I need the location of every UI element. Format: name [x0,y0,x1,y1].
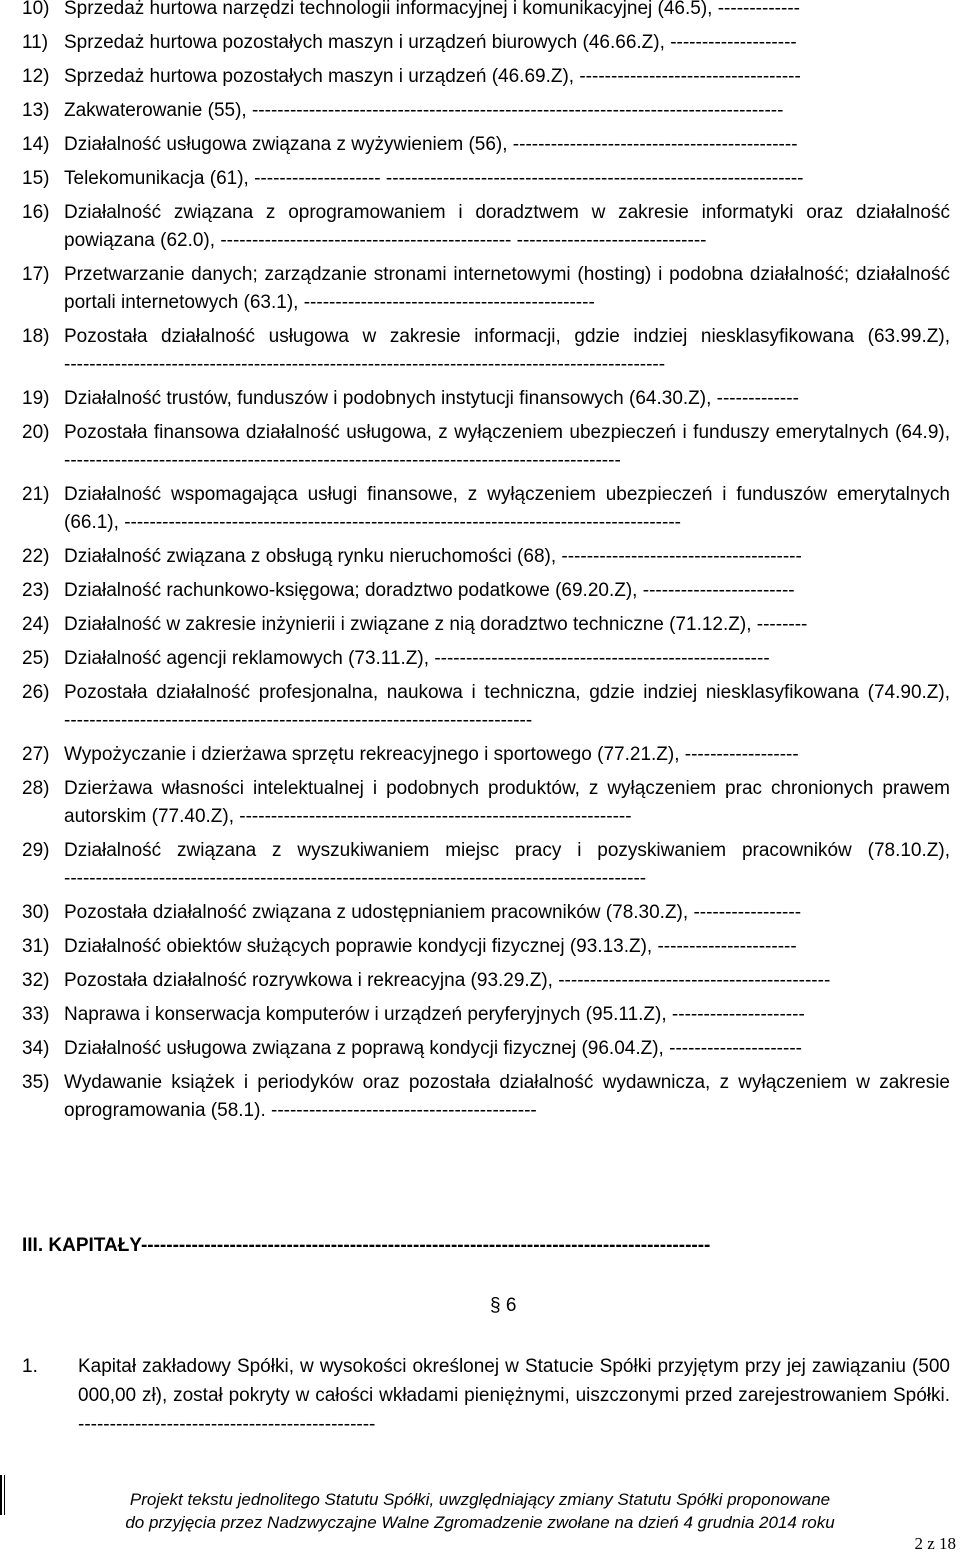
list-item-text-block [64,1035,950,1063]
list-item-text-block [64,97,950,125]
list-item-text-block [64,679,950,735]
list-item-dashes: ---------------------------------------------- ------------------------------ [220,230,707,251]
list-item [22,165,950,193]
list-item-text: Działalność trustów, funduszów i podobnych instytucji finansowych (64.30.Z), [64,388,712,409]
list-item [22,323,950,379]
list-item-number: 35) [22,1072,50,1093]
list-item-text: Pozostała działalność usługowa w zakresie informacji, gdzie indziej niesklasyfikowana (63.99.Z), [64,326,950,347]
list-item-text: Zakwaterowanie (55), [64,100,247,121]
paragraph-dashes: ----------------------------------------------- [78,1414,376,1435]
list-item-text: Działalność związana z obsługą rynku nieruchomości (68), [64,546,557,567]
list-item-text-block [64,775,950,831]
list-item [22,131,950,159]
list-item-text-block [64,543,950,571]
list-item-number: 14) [22,134,50,155]
list-item-text-block [64,577,950,605]
list-item-dashes: ---------------------- [657,936,797,957]
list-item-text-block [64,741,950,769]
paragraph-number: 1. [22,1356,38,1377]
list-item-text: Działalność usługowa związana z poprawą kondycji fizycznej (96.04.Z), [64,1038,664,1059]
list-item-dashes: ----------------- [693,902,802,923]
paragraph-mark: § 6 [490,1295,517,1316]
section-title: III. KAPITAŁY [22,1235,141,1256]
list-item-text: Działalność agencji reklamowych (73.11.Z), [64,648,430,669]
list-item-number: 31) [22,936,50,957]
paragraph-text: Kapitał zakładowy Spółki, w wysokości określonej w Statucie Spółki przyjętym przy jej zawiązaniu (500 000,00 zł), został pokryty w całości wkładami pieniężnymi, uiszczonymi przed zarejestrowaniem Spółki. [78,1356,950,1406]
list-item-dashes: -------------------------------------------------------------------------------------------- [64,868,647,889]
list-item-number: 32) [22,970,50,991]
list-item-text: Działalność związana z oprogramowaniem i doradztwem w zakresie informatyki oraz działalność powiązana (62.0), [64,202,950,251]
list-item-text: Działalność usługowa związana z wyżywieniem (56), [64,134,508,155]
list-item-text-block [64,131,950,159]
list-item-number: 23) [22,580,50,601]
list-item [22,577,950,605]
list-item-number: 17) [22,264,50,285]
footer-line-1: Projekt tekstu jednolitego Statutu Spółki, uwzględniający zmiany Statutu Spółki proponowane [129,1490,831,1509]
list-item-dashes: ---------------------------------------------------------------------------------------- [124,512,681,533]
list-item [22,543,950,571]
list-item-number: 33) [22,1004,50,1025]
list-item-text-block [64,261,950,317]
list-item-text-block [64,611,950,639]
list-item-text: Działalność w zakresie inżynierii i związane z nią doradztwo techniczne (71.12.Z), [64,614,752,635]
list-item-text: Naprawa i konserwacja komputerów i urządzeń peryferyjnych (95.11.Z), [64,1004,667,1025]
list-item-dashes: ------------------------------------------ [271,1100,537,1121]
list-item [22,0,950,23]
list-item-number: 11) [22,32,49,53]
list-item-text-block [64,899,950,927]
list-item-text-block [64,63,950,91]
list-item-dashes: ------------------ [684,744,799,765]
list-item [22,261,950,317]
list-item [22,837,950,893]
section-dashes: ------------------------------------------------------------------------------------------ [140,1235,711,1256]
list-item [22,899,950,927]
list-item-text-block [64,1069,950,1125]
list-item-text: Pozostała finansowa działalność usługowa, z wyłączeniem ubezpieczeń i funduszy emerytalnych (64.9), [64,422,950,443]
list-item-dashes: ------------------------------------------- [558,970,831,991]
list-item [22,199,950,255]
paragraph-text-block [78,1352,950,1439]
list-item [22,385,950,413]
list-item-text: Pozostała działalność związana z udostępnianiem pracowników (78.30.Z), [64,902,689,923]
list-item-number: 18) [22,326,50,347]
list-item-dashes: ----------------------------------------------------------------------------------------------- [64,354,666,375]
list-item-text-block [64,1001,950,1029]
list-item [22,1035,950,1063]
list-item-text: Pozostała działalność profesjonalna, naukowa i techniczna, gdzie indziej niesklasyfikowana (74.90.Z), [64,682,950,703]
list-item-dashes: --------------------- [671,1004,805,1025]
list-item-number: 19) [22,388,50,409]
list-item-text: Działalność obiektów służących poprawie kondycji fizycznej (93.13.Z), [64,936,653,957]
list-item [22,1001,950,1029]
list-item-number: 27) [22,744,50,765]
list-item [22,419,950,475]
list-item-number: 16) [22,202,50,223]
list-item-number: 13) [22,100,50,121]
list-item [22,481,950,537]
list-item [22,97,950,125]
paragraph-1 [22,1352,950,1439]
list-item [22,933,950,961]
list-item-text-block [64,419,950,475]
list-item-text-block [64,967,950,995]
list-item-dashes: ----------------------------------- [579,66,801,87]
activity-list [22,0,950,1131]
list-item-number: 30) [22,902,50,923]
list-item-text: Pozostała działalność rozrywkowa i rekreacyjna (93.29.Z), [64,970,553,991]
list-item-number: 22) [22,546,50,567]
list-item-text-block [64,323,950,379]
list-item-number: 34) [22,1038,50,1059]
list-item-number: 15) [22,168,50,189]
list-item-text-block [64,165,950,193]
section-heading [22,1232,950,1260]
list-item-number: 24) [22,614,50,635]
list-item-text: Wydawanie książek i periodyków oraz pozostała działalność wydawnicza, z wyłączeniem w zakresie oprogramowania (58.1). [64,1072,950,1121]
list-item [22,63,950,91]
list-item-dashes: -------------------------------------------------------------- [239,806,632,827]
list-item [22,775,950,831]
list-item-text-block [64,0,950,23]
list-item-dashes: -------------------------------------------------------------------------- [64,710,533,731]
list-item-dashes: ------------- [717,0,800,19]
list-item-text: Telekomunikacja (61), [64,168,249,189]
footer-line-2: do przyjęcia przez Nadzwyczajne Walne Zgromadzenie zwołane na dzień 4 grudnia 2014 roku [125,1513,835,1532]
list-item-dashes: -------- [756,614,808,635]
list-item-number: 26) [22,682,50,703]
list-item-number: 28) [22,778,50,799]
list-item-number: 10) [22,0,50,19]
list-item-number: 20) [22,422,50,443]
list-item-text: Sprzedaż hurtowa narzędzi technologii informacyjnej i komunikacyjnej (46.5), [64,0,713,19]
list-item-dashes: ---------------------------------------------------------------------------------------- [64,450,621,471]
list-item-dashes: -------------------- ------------------------------------------------------------------ [254,168,804,189]
list-item-text-block [64,29,950,57]
list-item-text: Dzierżawa własności intelektualnej i podobnych produktów, z wyłączeniem prac chronionych prawem autorskim (77.40.Z), [64,778,950,827]
list-item [22,611,950,639]
list-item [22,1069,950,1125]
list-item [22,679,950,735]
list-item-text: Działalność związana z wyszukiwaniem miejsc pracy i pozyskiwaniem pracowników (78.10.Z), [64,840,950,861]
list-item-text: Sprzedaż hurtowa pozostałych maszyn i urządzeń (46.69.Z), [64,66,575,87]
list-item-text-block [64,933,950,961]
footer [0,1488,960,1534]
list-item-text-block [64,837,950,893]
list-item-text: Sprzedaż hurtowa pozostałych maszyn i urządzeń biurowych (46.66.Z), [64,32,665,53]
list-item-text-block [64,199,950,255]
list-item-number: 29) [22,840,50,861]
list-item-dashes: ------------------------ [642,580,795,601]
list-item [22,967,950,995]
list-item-dashes: ---------------------------------------------- [303,292,595,313]
list-item-dashes: --------------------------------------------- [512,134,798,155]
page-number: 2 z 18 [914,1534,956,1553]
list-item-text: Wypożyczanie i dzierżawa sprzętu rekreacyjnego i sportowego (77.21.Z), [64,744,680,765]
list-item-number: 12) [22,66,50,87]
list-item-dashes: ------------- [716,388,799,409]
list-item-text: Działalność wspomagająca usługi finansowe, z wyłączeniem ubezpieczeń i funduszów emerytalnych (66.1), [64,484,950,533]
list-item-dashes: --------------------- [669,1038,802,1059]
list-item-dashes: -------------------- [670,32,797,53]
list-item [22,645,950,673]
list-item-text-block [64,645,950,673]
list-item-dashes: ------------------------------------------------------------------------------------ [251,100,784,121]
list-item-text-block [64,385,950,413]
list-item-dashes: ----------------------------------------------------- [434,648,770,669]
list-item-text: Przetwarzanie danych; zarządzanie stronami internetowymi (hosting) i podobna działalność; działalność portali internetowych (63.1), [64,264,950,313]
list-item-dashes: -------------------------------------- [561,546,802,567]
list-item [22,741,950,769]
list-item-number: 21) [22,484,50,505]
list-item-text-block [64,481,950,537]
list-item [22,29,950,57]
list-item-text: Działalność rachunkowo-księgowa; doradztwo podatkowe (69.20.Z), [64,580,638,601]
list-item-number: 25) [22,648,50,669]
